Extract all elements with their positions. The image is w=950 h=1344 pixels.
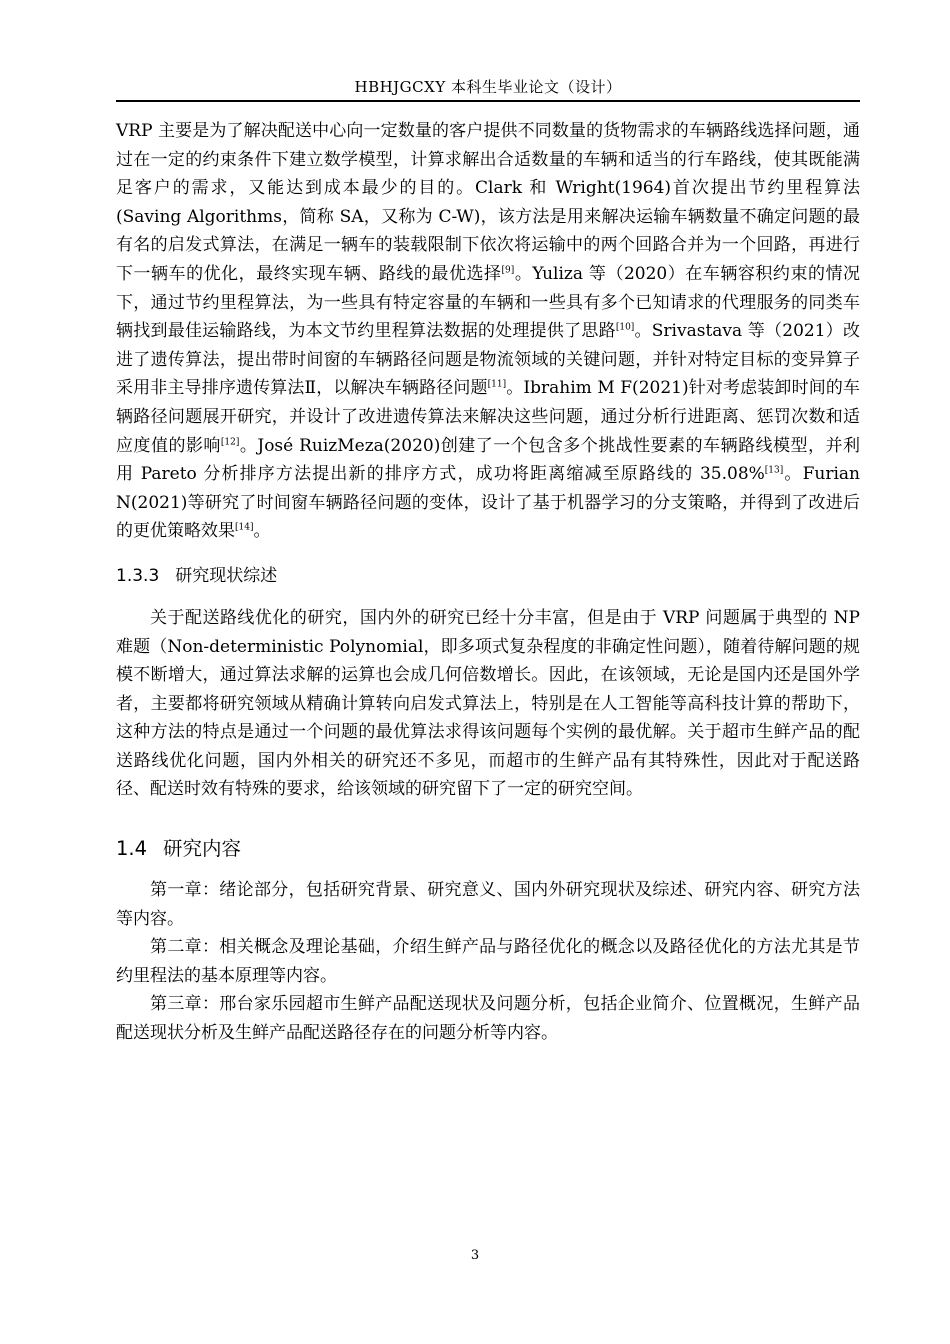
- page-number: 3: [470, 1248, 480, 1263]
- citation: [10]: [615, 322, 635, 333]
- section-heading-1-4: [116, 834, 860, 864]
- paragraph-text: 。Ibrahim M F(2021)针对考虑装卸时间的车辆路径问题展开研究，并设计了改进遗传算法来解决这些问题，通过分析行进距离、惩罚次数和适应度值的影响: [116, 378, 860, 456]
- section-title: 研究现状综述: [175, 565, 278, 586]
- literature-paragraph: [116, 117, 860, 546]
- citation: [12]: [220, 436, 240, 447]
- section-title: 研究内容: [163, 837, 242, 861]
- paragraph-text: 。José RuizMeza(2020)创建了一个包含多个挑战性要素的车辆路线模型，并利用 Pareto 分析排序方法提出新的排序方式，成功将距离缩减至原路线的 35.08%: [116, 435, 861, 485]
- citation: [9]: [501, 265, 515, 276]
- chapter-3-paragraph: 第三章：邢台家乐园超市生鲜产品配送现状及问题分析，包括企业简介、位置概况，生鲜产品配送现状分析及生鲜产品配送路径存在的问题分析等内容。: [116, 994, 860, 1044]
- paragraph-text: VRP 主要是为了解决配送中心向一定数量的客户提供不同数量的货物需求的车辆路线选择问题，通过在一定的约束条件下建立数学模型，计算求解出合适数量的车辆和适当的行车路线，使其既能满足客户的需求，又能达到成本最少的目的。Clark 和 Wright(1964)首次提出节约里程算法(Saving Algorithms，简称 SA，又称为 C-W)，该方法是用来解决运输车辆数量不确定问题的最有名的启发式算法，在满足一辆车的装载限制下依次将运输中的两个回路合并为一个回路，再进行下一辆车的优化，最终实现车辆、路线的最优选择: [116, 121, 860, 284]
- paragraph-text: 。Furian N(2021)等研究了时间窗车辆路径问题的变体，设计了基于机器学习的分支策略，并得到了改进后的更优策略效果: [116, 464, 860, 542]
- paragraph-text: 。Srivastava 等（2021）改进了遗传算法，提出带时间窗的车辆路径问题是物流领域的关键问题，并针对特定目标的变异算子采用非主导排序遗传算法Ⅱ，以解决车辆路径问题: [116, 321, 861, 399]
- citation: [13]: [764, 465, 784, 476]
- section-number: 1.3.3: [116, 565, 160, 586]
- chapter-2-paragraph: 第二章：相关概念及理论基础，介绍生鲜产品与路径优化的概念以及路径优化的方法尤其是节约里程法的基本原理等内容。: [116, 937, 860, 986]
- running-header: HBHJGCXY 本科生毕业论文（设计）: [354, 78, 622, 96]
- section-number: 1.4: [116, 837, 148, 861]
- header-rule: [116, 100, 860, 102]
- page-body: [116, 117, 860, 1048]
- summary-paragraph: 关于配送路线优化的研究，国内外的研究已经十分丰富，但是由于 VRP 问题属于典型的 NP 难题（Non-deterministic Polynomial，即多项式复杂程度的非确定性问题），随着待解问题的规模不断增大，通过算法求解的运算也会成几何倍数增长。因此，在该领域，无论是国内还是国外学者，主要都将研究领域从精确计算转向启发式算法上，特别是在人工智能等高科技计算的帮助下，这种方法的特点是通过一个问题的最优算法求得该问题每个实例的最优解。关于超市生鲜产品的配送路线优化问题，国内外相关的研究还不多见，而超市的生鲜产品有其特殊性，因此对于配送路径、配送时效有特殊的要求，给该领域的研究留下了一定的研究空间。: [116, 607, 860, 800]
- paragraph-text: 。: [253, 521, 271, 542]
- chapter-1-paragraph: 第一章：绪论部分，包括研究背景、研究意义、国内外研究现状及综述、研究内容、研究方法等内容。: [116, 880, 860, 929]
- section-heading-1-3-3: [116, 562, 860, 590]
- citation: [11]: [487, 379, 507, 390]
- citation: [14]: [235, 522, 254, 533]
- paragraph-text: 。Yuliza 等（2020）在车辆容积约束的情况下，通过节约里程算法，为一些具有特定容量的车辆和一些具有多个已知请求的代理服务的同类车辆找到最佳运输路线，为本文节约里程算法数据的处理提供了思路: [116, 263, 861, 342]
